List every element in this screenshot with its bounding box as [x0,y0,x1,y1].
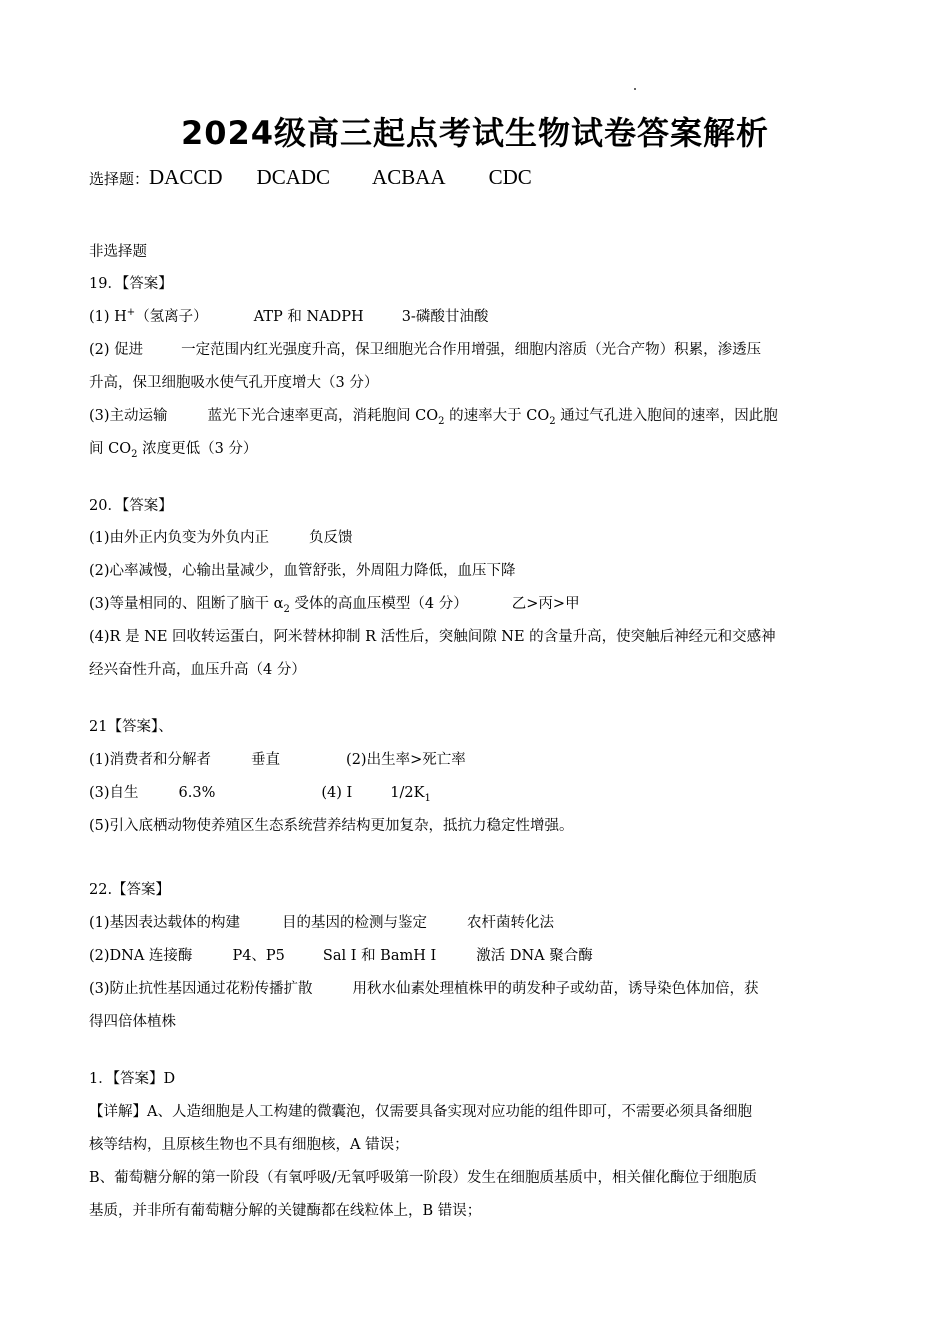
q20-line-4: (4)R 是 NE 回收转运蛋白，阿米替林抑制 R 活性后，突触间隙 NE 的含量升高，使突触后神经元和交感神 [89,629,776,645]
q21-line-3: (5)引入底栖动物使养殖区生态系统营养结构更加复杂，抵抗力稳定性增强。 [89,818,574,834]
section-label: 非选择题 [89,244,147,260]
stray-dot [634,88,636,90]
q1-line-2: 核等结构，且原核生物也不具有细胞核，A 错误； [89,1137,409,1153]
q22-heading: 22.【答案】 [89,882,171,898]
page-title: 2024级高三起点考试生物试卷答案解析 [180,114,770,152]
q21-line-2: (3)自生 6.3% (4) Ⅰ $1/2K_1$ [89,785,431,804]
q1-heading: 1．【答案】D [89,1071,176,1087]
q19-line-4: (3)主动运输 蓝光下光合速率更高，消耗胞间 $CO_2$ 的速率大于 $CO_2$ 通过气孔进入胞间的速率，因此胞 [89,408,778,427]
q1-line-1: 【详解】A、人造细胞是人工构建的微囊泡，仅需要具备实现对应功能的组件即可，不需要必须具备细胞 [89,1104,752,1120]
mc-label: 选择题： [89,170,150,188]
mc-group-2: DCADC [256,165,331,189]
mc-group-3: ACBAA [372,165,446,189]
q19-line-2: (2) 促进 一定范围内红光强度升高，保卫细胞光合作用增强，细胞内溶质（光合产物）积累，渗透压 [89,342,762,358]
q19-line-3: 升高，保卫细胞吸水使气孔开度增大（3 分） [89,375,379,391]
q20-line-3: (3)等量相同的、阻断了脑干 $\alpha_2$ 受体的高血压模型（4 分） 乙>丙>甲 [89,596,580,615]
q1-line-4: 基质，并非所有葡萄糖分解的关键酶都在线粒体上，B 错误； [89,1203,482,1219]
q22-line-2: (2)DNA 连接酶 P4、P5 Sal I 和 BamH I 激活 DNA 聚合酶 [89,948,593,964]
q20-line-1: (1)由外正内负变为外负内正 负反馈 [89,530,353,546]
q19-line-5: 间 $CO_2$ 浓度更低（3 分） [89,441,258,460]
q19-line-1: (1) H+（氢离子） ATP 和 NADPH 3-磷酸甘油酸 [89,307,489,325]
q20-line-2: (2)心率减慢，心输出量减少，血管舒张，外周阻力降低，血压下降 [89,563,516,579]
mc-group-4: CDC [488,165,532,189]
mc-group-1: DACCD [149,165,223,189]
q20-heading: 20．【答案】 [89,498,173,514]
multiple-choice-answers [89,165,532,190]
q20-line-5: 经兴奋性升高，血压升高（4 分） [89,662,306,678]
q22-line-4: 得四倍体植株 [89,1014,176,1030]
q22-line-1: (1)基因表达载体的构建 目的基因的检测与鉴定 农杆菌转化法 [89,915,555,931]
q22-line-3: (3)防止抗性基因通过花粉传播扩散 用秋水仙素处理植株甲的萌发种子或幼苗，诱导染色体加倍，获 [89,981,759,997]
q21-line-1: (1)消费者和分解者 垂直 (2)出生率>死亡率 [89,752,466,768]
q19-heading: 19．【答案】 [89,276,173,292]
q1-line-3: B、葡萄糖分解的第一阶段（有氧呼吸/无氧呼吸第一阶段）发生在细胞质基质中，相关催化酶位于细胞质 [89,1170,758,1186]
q21-heading: 21【答案】、 [89,719,173,735]
